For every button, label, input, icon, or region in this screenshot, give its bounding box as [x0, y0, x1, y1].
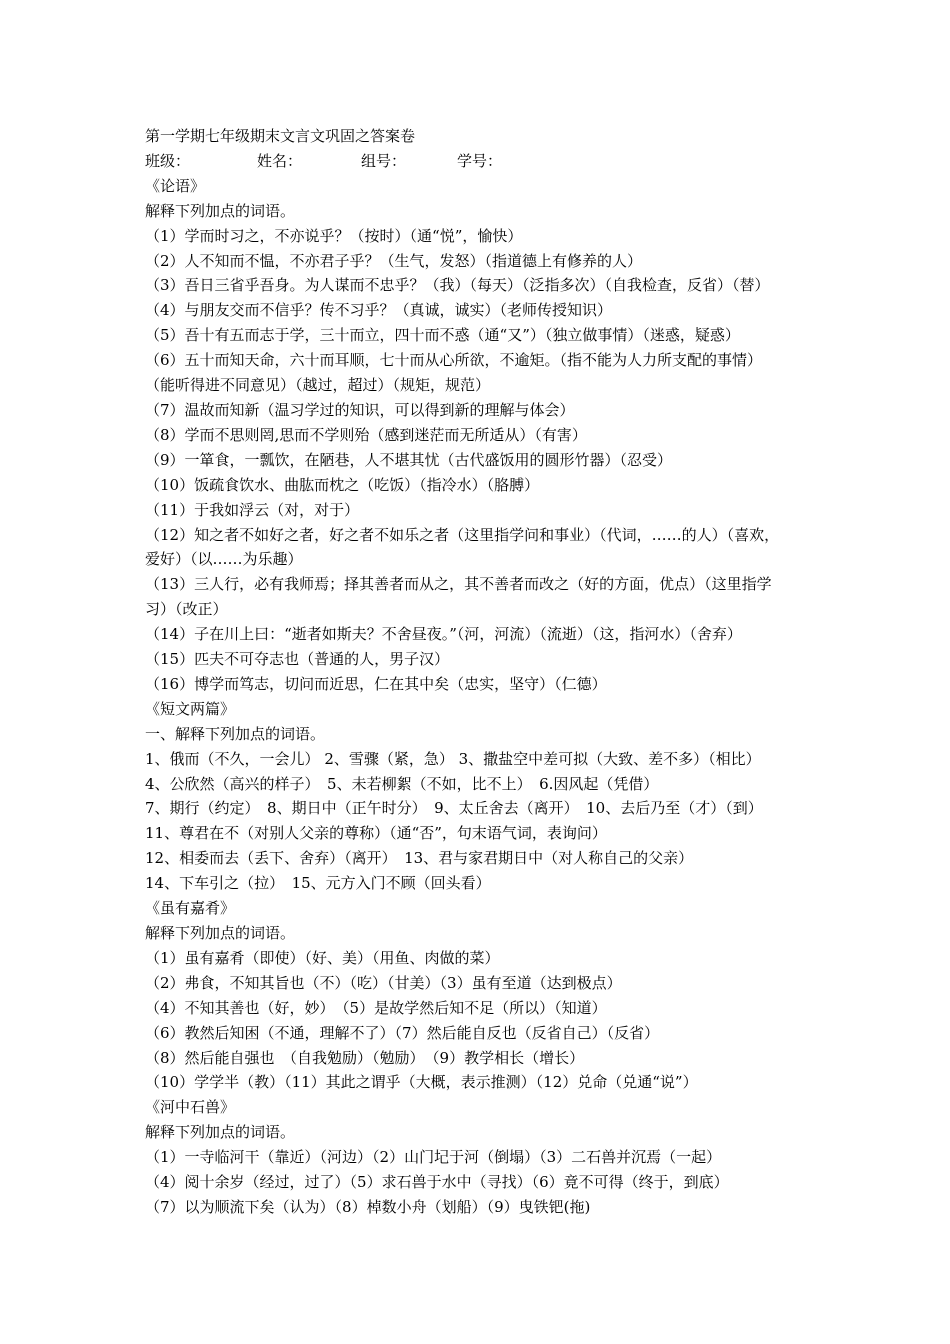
- text-line: （3）吾日三省乎吾身。为人谋而不忠乎？（我）（每天）（泛指多次）（自我检查，反省）（替）: [145, 276, 770, 295]
- text-line: 《短文两篇》: [145, 699, 236, 718]
- text-line: （6）教然后知困（不通，理解不了）（7）然后能自反也（反省自己）（反省）: [145, 1023, 660, 1042]
- text-line: 14、下车引之（拉） 15、元方入门不顾（回头看）: [145, 874, 491, 893]
- text-line: （7）以为顺流下矣（认为）（8）棹数小舟（划船）（9）曳铁钯(拖): [145, 1197, 591, 1216]
- text-line: 解释下列加点的词语。: [145, 924, 296, 942]
- text-line: 爱好）（以……为乐趣）: [145, 550, 303, 569]
- text-line: （1）虽有嘉肴（即使）（好、美）（用鱼、肉做的菜）: [145, 948, 500, 967]
- text-line: （能听得进不同意见）（越过，超过）（规矩，规范）: [145, 376, 491, 395]
- text-line: （7）温故而知新（温习学过的知识，可以得到新的理解与体会）: [145, 400, 575, 419]
- text-line: 解释下列加点的词语。: [145, 201, 296, 220]
- name-label: 姓名：: [257, 151, 303, 170]
- text-line: 解释下列加点的词语。: [145, 1123, 296, 1142]
- text-line: （8）然后能自强也 （自我勉励）（勉励） （9）教学相长（增长）: [145, 1048, 585, 1067]
- student-info-row: [145, 149, 810, 174]
- number-label: 学号：: [457, 151, 503, 170]
- text-line: （4）与朋友交而不信乎？传不习乎？（真诚，诚实）（老师传授知识）: [145, 301, 613, 320]
- text-line: （4）阅十余岁（经过，过了）（5）求石兽于水中（寻找）（6）竟不可得（终于，到底）: [145, 1173, 729, 1192]
- text-line: 习）（改正）: [145, 600, 228, 619]
- text-line: 《虽有嘉肴》: [145, 899, 236, 918]
- text-line: （16）博学而笃志，切问而近思，仁在其中矣（忠实，坚守）（仁德）: [145, 674, 607, 693]
- text-line: 4、公欣然（高兴的样子） 5、未若柳絮（不如，比不上） 6.因风起（凭借）: [145, 774, 659, 793]
- text-line: （1）学而时习之，不亦说乎？（按时）（通“悦”，愉快）: [145, 226, 523, 245]
- text-line: 1、俄而（不久，一会儿） 2、雪骤（紧，急） 3、撒盐空中差可拟（大致、差不多）（相比）: [145, 749, 761, 768]
- text-line: 12、相委而去（丢下、舍弃）（离开） 13、君与家君期日中（对人称自己的父亲）: [145, 849, 694, 868]
- text-line: （4）不知其善也（好，妙） （5）是故学然后知不足（所以）（知道）: [145, 998, 607, 1017]
- text-line: 7、期行（约定） 8、期日中（正午时分） 9、太丘舍去（离开） 10、去后乃至（才）（到）: [145, 799, 763, 818]
- text-line: （9）一箪食，一瓢饮，在陋巷，人不堪其忧（古代盛饭用的圆形竹器）（忍受）: [145, 450, 673, 469]
- text-line: 一、解释下列加点的词语。: [145, 724, 326, 743]
- text-line: （11）于我如浮云（对，对于）: [145, 500, 360, 519]
- text-line: 《论语》: [145, 176, 206, 195]
- class-label: 班级：: [145, 151, 191, 170]
- document-page: [145, 124, 810, 1220]
- text-line: （2）人不知而不愠，不亦君子乎？（生气，发怒）（指道德上有修养的人）: [145, 251, 643, 270]
- text-line: （8）学而不思则罔,思而不学则殆（感到迷茫而无所适从）（有害）: [145, 425, 587, 444]
- text-line: （10）饭疏食饮水、曲肱而枕之（吃饭）（指冷水）（胳膊）: [145, 475, 540, 494]
- group-label: 组号：: [361, 151, 407, 170]
- text-line: （1）一寺临河干（靠近）（河边）（2）山门圮于河（倒塌）（3）二石兽并沉焉（一起）: [145, 1148, 722, 1167]
- text-line: （2）弗食，不知其旨也（不）（吃）（甘美）（3）虽有至道（达到极点）: [145, 973, 622, 992]
- text-line: （14）子在川上曰：“逝者如斯夫？不舍昼夜。”（河，河流）（流逝）（这，指河水）（舍弃）: [145, 625, 742, 644]
- text-line: （5）吾十有五而志于学，三十而立，四十而不惑（通“又”）（独立做事情）（迷惑，疑惑）: [145, 326, 740, 345]
- text-line: （12）知之者不如好之者，好之者不如乐之者（这里指学问和事业）（代词，……的人）（喜欢，: [145, 525, 780, 544]
- text-line: （15）匹夫不可夺志也（普通的人，男子汉）: [145, 650, 450, 669]
- document-title: 第一学期七年级期末文言文巩固之答案卷: [145, 127, 416, 145]
- text-line: （10）学学半（教）（11）其此之谓乎（大概，表示推测）（12）兑命（兑通“说”）: [145, 1073, 698, 1092]
- text-line: 《河中石兽》: [145, 1098, 236, 1117]
- text-line: （6）五十而知天命，六十而耳顺，七十而从心所欲，不逾矩。（指不能为人力所支配的事情）: [145, 351, 763, 370]
- text-line: 11、尊君在不（对别人父亲的尊称）（通“否”，句末语气词，表询问）: [145, 824, 607, 843]
- text-line: （13）三人行，必有我师焉；择其善者而从之，其不善者而改之（好的方面，优点）（这里指学: [145, 575, 772, 594]
